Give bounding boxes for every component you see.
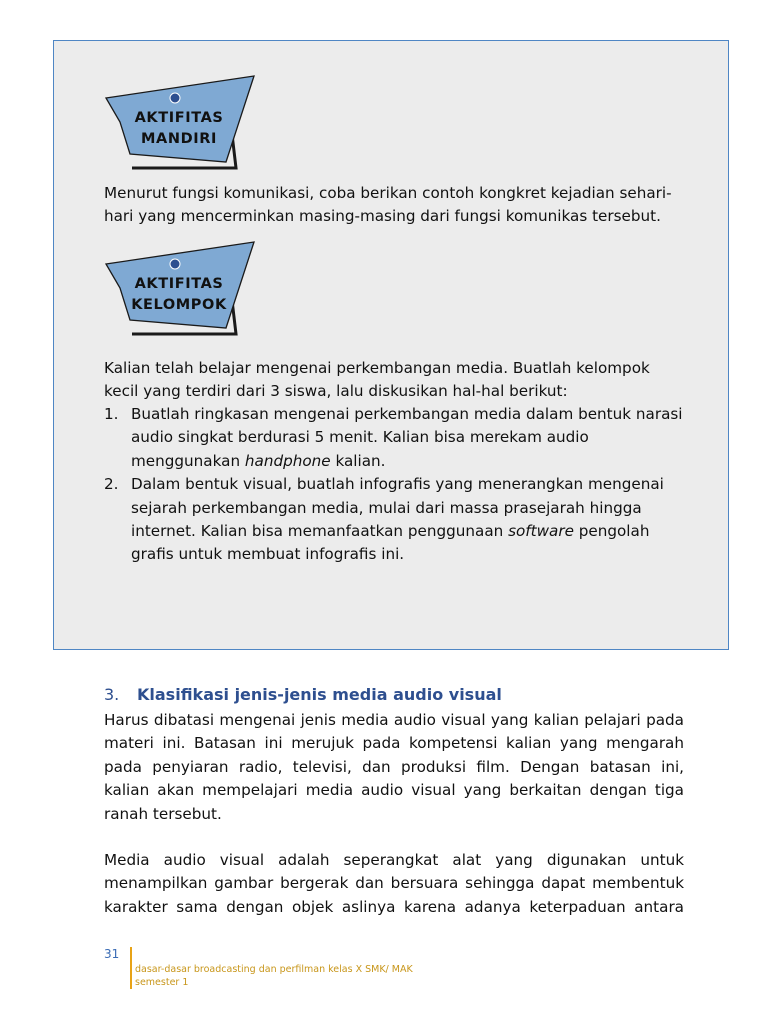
kelompok-task-list [104,403,686,567]
list-item-number: 1. [104,405,119,423]
list-item-number: 2. [104,475,119,494]
list-item [104,403,686,473]
section-paragraph-2: Media audio visual adalah seperangkat alat yang digunakan untuk menampilkan gambar bergerak dan bersuara sehingga dapat membentuk karakter sama dengan objek aslinya karena adanya keterpaduan antara [104,851,684,916]
mandiri-text: Menurut fungsi komunikasi, coba berikan contoh kongkret kejadian sehari-hari yang mencerminkan masing-masing dari fungsi komunikas tersebut. [104,184,672,226]
footer-line2: semester 1 [135,977,189,988]
list-item-italic-term: software [508,522,574,541]
section-number: 3. [104,685,120,704]
badge-aktifitas-kelompok [104,240,264,340]
list-item-text: Buatlah ringkasan mengenai perkembangan media dalam bentuk narasi audio singkat berdurasi 5 menit. Kalian bisa merekam audio menggunakan [131,405,683,470]
kelompok-intro: Kalian telah belajar mengenai perkembangan media. Buatlah kelompok kecil yang terdiri dari 3 siswa, lalu diskusikan hal-hal berikut: [104,359,650,401]
badge-line2: MANDIRI [141,131,217,147]
badge-aktifitas-mandiri [104,74,264,174]
badge-line1: AKTIFITAS [134,276,224,292]
section-heading [104,685,502,704]
section-title: Klasifikasi jenis-jenis media audio visual [137,685,502,704]
list-item-text-end: kalian. [330,451,386,470]
badge-line2: KELOMPOK [131,297,227,313]
badge-label [104,108,254,150]
badge-label [104,274,254,316]
list-item [104,473,686,567]
list-item-italic-term: handphone [244,451,331,470]
footer-divider [130,947,132,989]
list-item-text-end: pengolah grafis untuk membuat infografis ini. [131,522,650,564]
section-paragraph-1: Harus dibatasi mengenai jenis media audio visual yang kalian pelajari pada materi ini. Batasan ini merujuk pada kompetensi kalian yang mengarah pada penyiaran radio, televisi, dan produksi film. Dengan batasan ini, kalian akan mempelajari media audio visual yang berkaitan dengan tiga ranah tersebut. [104,711,684,823]
footer-line1: dasar-dasar broadcasting dan perfilman kelas X SMK/ MAK [135,964,413,975]
badge-line1: AKTIFITAS [134,110,224,126]
list-item-text: Dalam bentuk visual, buatlah infografis yang menerangkan mengenai sejarah perkembangan media, mulai dari massa prasejarah hingga internet. Kalian bisa memanfaatkan penggunaan [131,475,664,541]
footer-caption [135,963,413,989]
page-number: 31 [104,947,120,961]
